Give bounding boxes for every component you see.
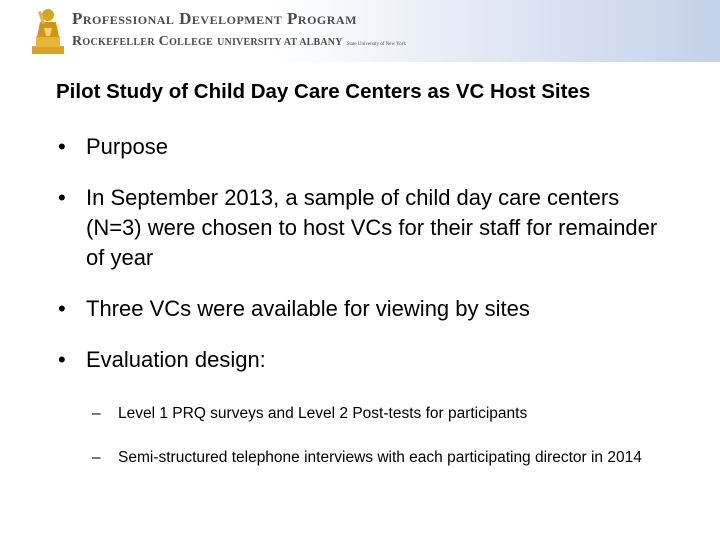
- bullet-item: [58, 345, 658, 375]
- sub-bullet-text: Semi-structured telephone interviews with each participating director in 2014: [118, 449, 642, 466]
- bullet-dot: •: [58, 347, 66, 372]
- header-banner: [0, 0, 720, 62]
- brand-college-line: [72, 32, 406, 50]
- sub-bullet-text: Level 1 PRQ surveys and Level 2 Post-tests for participants: [118, 405, 528, 422]
- bullet-dot: •: [58, 185, 66, 210]
- sub-bullet-dash: –: [92, 405, 101, 422]
- brand-program-name: Professional Development Program: [72, 9, 357, 28]
- bullet-list: [58, 132, 658, 396]
- bullet-item: [58, 294, 658, 324]
- sub-bullet-list: [92, 403, 652, 491]
- bullet-text: Evaluation design:: [86, 347, 266, 372]
- bullet-text: Three VCs were available for viewing by sites: [86, 296, 530, 321]
- brand-college-name: Rockefeller College: [72, 34, 214, 49]
- bullet-text: In September 2013, a sample of child day care centers (N=3) were chosen to host VCs for their staff for remainder of year: [86, 185, 658, 270]
- bullet-dot: •: [58, 296, 66, 321]
- slide-title: Pilot Study of Child Day Care Centers as VC Host Sites: [56, 80, 591, 103]
- sub-bullet-item: [92, 447, 652, 469]
- bullet-text: Purpose: [86, 134, 168, 159]
- sub-bullet-dash: –: [92, 449, 101, 466]
- brand-suny-name: State University of New York: [346, 42, 406, 47]
- sub-bullet-item: [92, 403, 652, 425]
- bullet-dot: •: [58, 134, 66, 159]
- logo-statue-icon: [30, 6, 66, 56]
- brand-university-name: UNIVERSITY AT ALBANY: [217, 37, 343, 48]
- bullet-item: [58, 183, 658, 273]
- bullet-item: [58, 132, 658, 162]
